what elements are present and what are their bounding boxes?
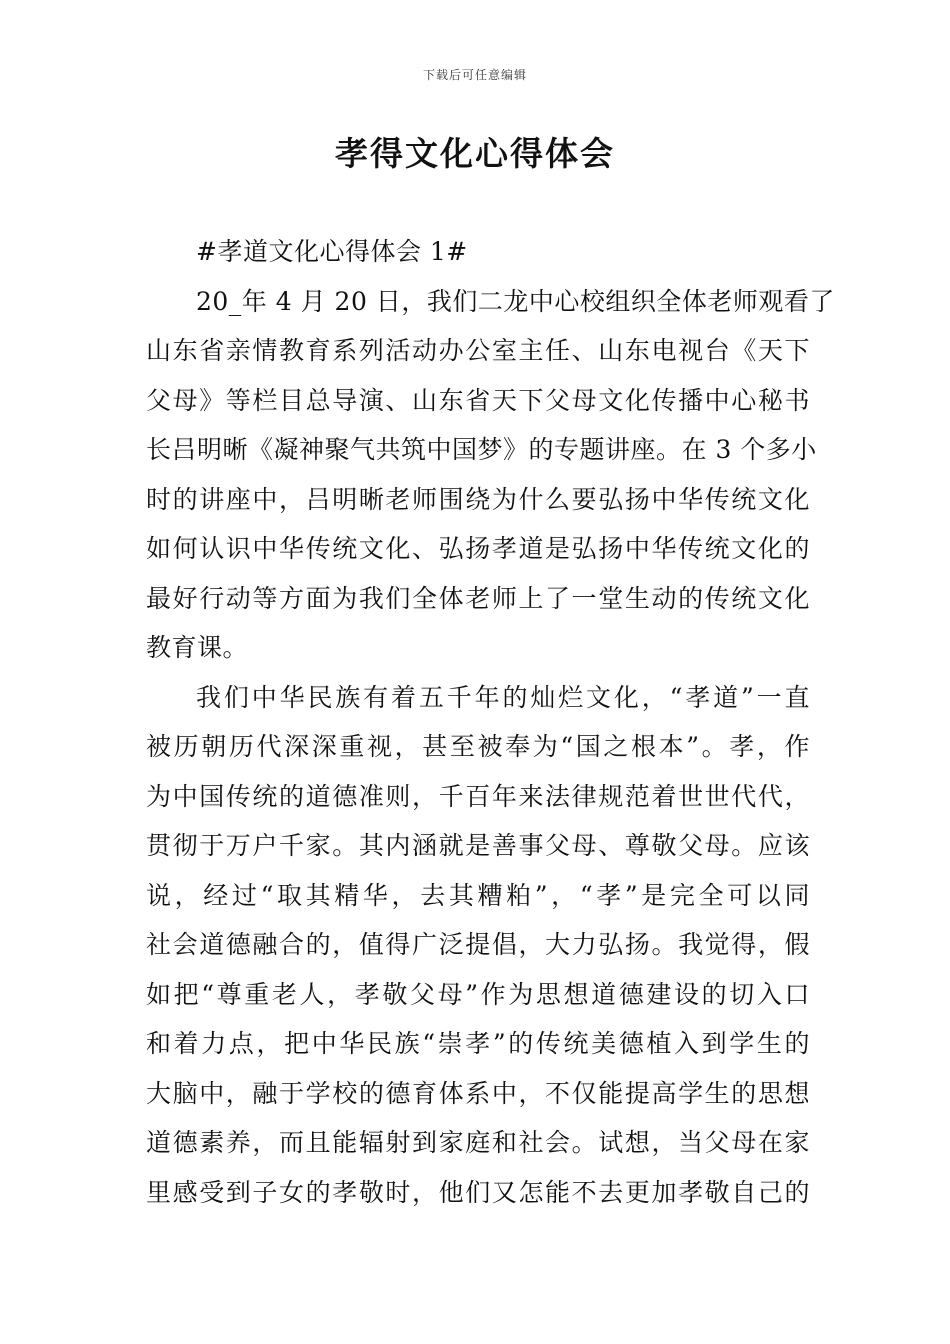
text-line: 20_年 4 月 20 日，我们二龙中心校组织全体老师观看了 — [196, 286, 835, 316]
text-line: 和着力点，把中华民族“崇孝”的传统美德植入到学生的 — [146, 1029, 810, 1058]
text-line: 被历朝历代深深重视，甚至被奉为“国之根本”。孝，作 — [146, 732, 810, 761]
document-body — [146, 227, 835, 1217]
text-line: 大脑中，融于学校的德育体系中，不仅能提高学生的思想 — [146, 1078, 810, 1108]
text-line: 最好行动等方面为我们全体老师上了一堂生动的传统文化 — [146, 583, 810, 613]
text-line: #孝道文化心得体会 1# — [196, 237, 468, 266]
text-line: 为中国传统的道德准则，千百年来法律规范着世世代代， — [146, 781, 810, 811]
text-line: 说，经过“取其精华，去其糟粕”，“孝”是完全可以同 — [146, 880, 810, 910]
text-line: 长吕明晰《凝神聚气共筑中国梦》的专题讲座。在 3 个多小 — [146, 435, 817, 464]
text-line: 里感受到子女的孝敬时，他们又怎能不去更加孝敬自己的 — [146, 1177, 810, 1207]
text-line: 如把“尊重老人，孝敬父母”作为思想道德建设的切入口 — [146, 979, 810, 1009]
text-line: 时的讲座中，吕明晰老师围绕为什么要弘扬中华传统文化 — [146, 484, 810, 514]
text-line: 如何认识中华传统文化、弘扬孝道是弘扬中华传统文化的 — [146, 534, 810, 563]
text-line: 父母》等栏目总导演、山东省天下父母文化传播中心秘书 — [146, 385, 810, 415]
text-line: 社会道德融合的，值得广泛提倡，大力弘扬。我觉得，假 — [146, 930, 810, 959]
text-line: 教育课。 — [146, 633, 249, 662]
document-title: 孝得文化心得体会 — [335, 134, 615, 173]
text-line: 山东省亲情教育系列活动办公室主任、山东电视台《天下 — [146, 336, 810, 365]
text-line: 贯彻于万户千家。其内涵就是善事父母、尊敬父母。应该 — [146, 831, 810, 860]
text-line: 道德素养，而且能辐射到家庭和社会。试想，当父母在家 — [146, 1128, 810, 1157]
header-note: 下载后可任意编辑 — [422, 68, 527, 82]
text-line: 我们中华民族有着五千年的灿烂文化，“孝道”一直 — [196, 682, 810, 712]
